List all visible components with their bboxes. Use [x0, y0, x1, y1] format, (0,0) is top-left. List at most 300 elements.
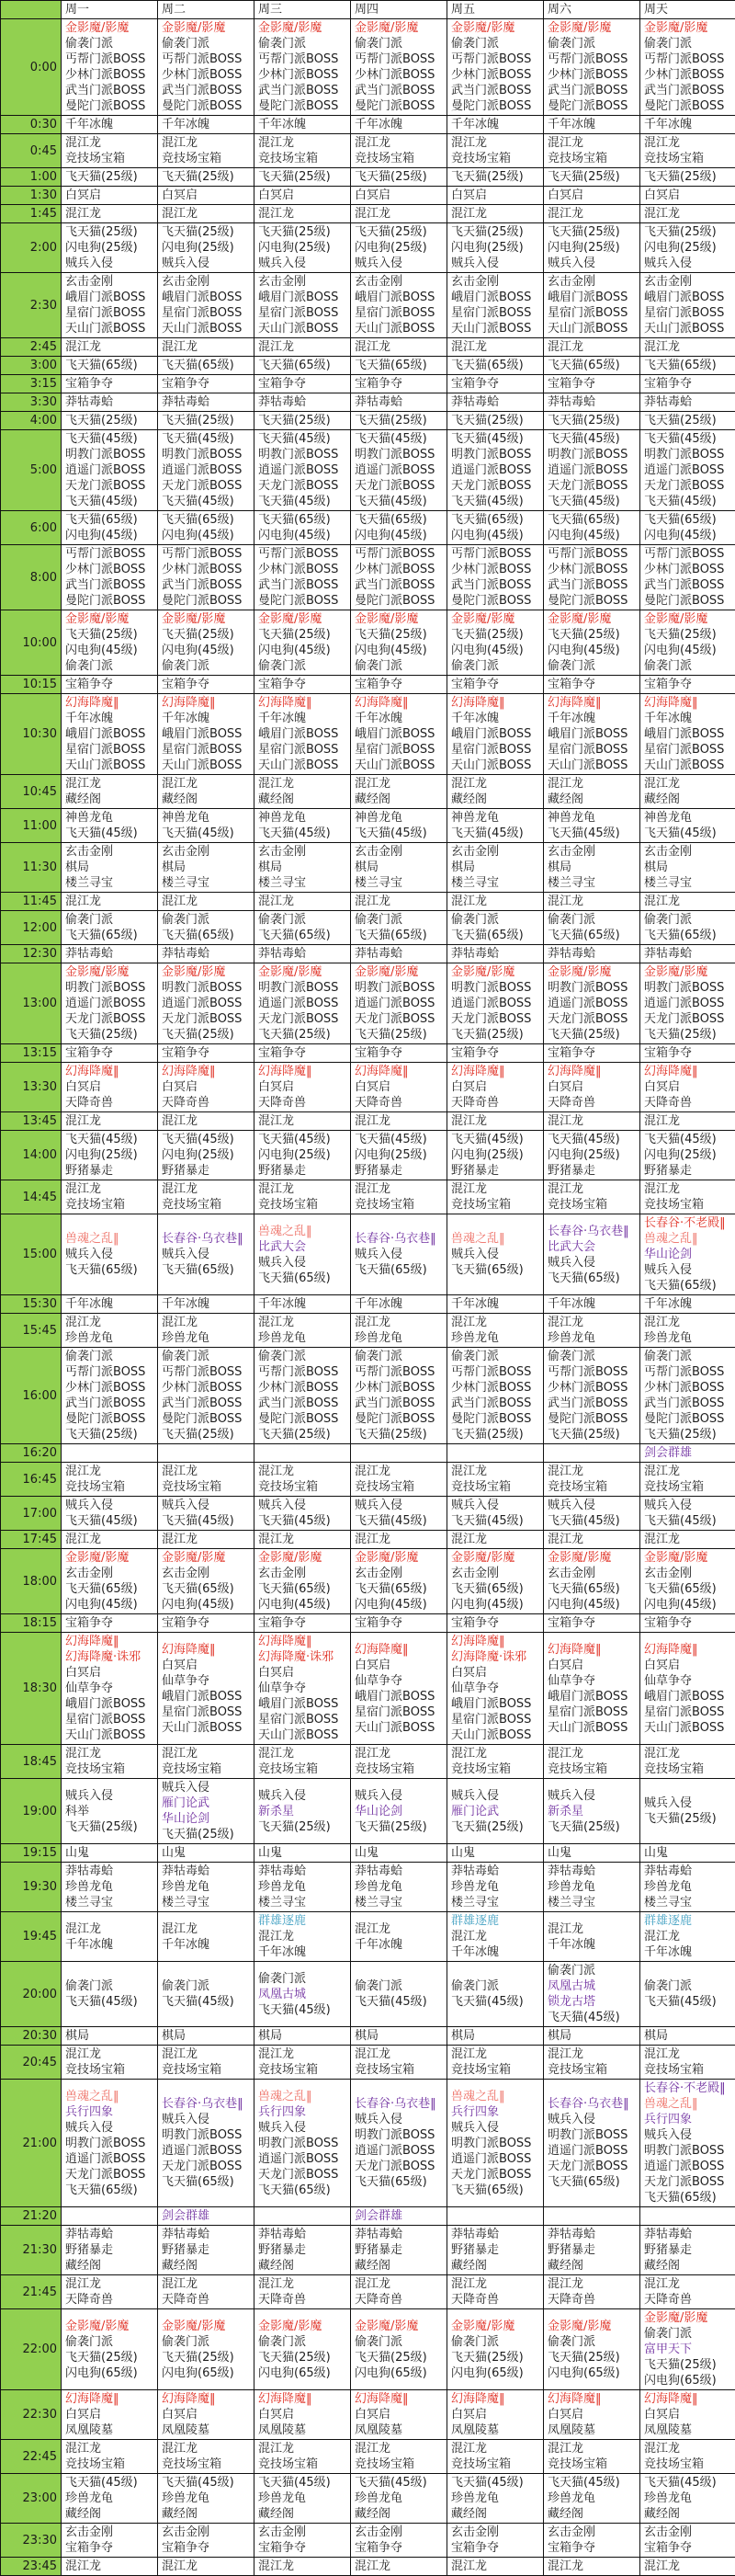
event-label: 金影魔/影魔: [63, 2319, 155, 2334]
event-label: 莽牯毒蛤: [256, 394, 348, 410]
event-label: 竞技场宝箱: [256, 2456, 348, 2472]
table-row: [1, 1112, 735, 1131]
event-label: 飞天猫(45级): [160, 1994, 252, 2010]
event-label: 闪电狗(45级): [353, 643, 445, 658]
schedule-cell: [158, 1063, 254, 1112]
table-row: [1, 775, 735, 809]
event-label: 宝箱争夺: [160, 1045, 252, 1061]
event-label: 曼陀门派BOSS: [256, 1411, 348, 1427]
time-label: 3:15: [1, 375, 62, 393]
event-label: 楼兰寻宝: [449, 875, 541, 891]
table-row: [1, 945, 735, 963]
event-label: 丐帮门派BOSS: [160, 1364, 252, 1380]
event-label: 闪电狗(25级): [449, 240, 541, 256]
event-label: 藏经阁: [546, 792, 638, 807]
schedule-cell: [254, 19, 351, 116]
event-label: 飞天猫(45级): [642, 1513, 733, 1529]
schedule-cell: [62, 511, 158, 545]
event-label: 偷袭门派: [160, 912, 252, 928]
event-label: 宝箱争夺: [449, 1045, 541, 1061]
table-row: [1, 843, 735, 893]
event-label: 少林门派BOSS: [449, 67, 541, 83]
event-label: 天龙门派BOSS: [449, 478, 541, 494]
event-label: 飞天猫(45级): [642, 1132, 733, 1147]
event-label: 武当门派BOSS: [256, 83, 348, 98]
table-row: [1, 223, 735, 273]
event-label: 幻海降魔‖: [160, 1642, 252, 1658]
event-label: 莽牯毒蛤: [642, 946, 733, 962]
event-label: 白冥启: [546, 2407, 638, 2422]
event-label: 混江龙: [256, 1113, 348, 1129]
event-label: 竞技场宝箱: [160, 1197, 252, 1213]
event-label: 飞天猫(65级): [256, 358, 348, 373]
schedule-cell: [254, 1745, 351, 1779]
event-label: 混江龙: [256, 1181, 348, 1197]
schedule-cell: [158, 2027, 254, 2046]
event-label: 闪电狗(45级): [160, 1597, 252, 1613]
table-row: [1, 375, 735, 393]
event-label: 金影魔/影魔: [353, 611, 445, 627]
event-label: 混江龙: [160, 206, 252, 222]
event-label: 丐帮门派BOSS: [160, 51, 252, 67]
event-label: 闪电狗(25级): [546, 240, 638, 256]
event-label: 藏经阁: [642, 2506, 733, 2522]
event-label: 幻海降魔‖: [546, 695, 638, 711]
event-label: 逍遥门派BOSS: [63, 2151, 155, 2167]
event-label: 贼兵入侵: [546, 256, 638, 271]
event-label: 飞天猫(65级): [63, 512, 155, 528]
event-label: 偷袭门派: [642, 912, 733, 928]
event-label: 仙草争夺: [160, 1673, 252, 1689]
time-label: 2:45: [1, 338, 62, 357]
event-label: 武当门派BOSS: [546, 577, 638, 593]
event-label: 闪电狗(65级): [449, 2365, 541, 2381]
event-label: 幻海降魔‖: [546, 2391, 638, 2407]
event-label: 宝箱争夺: [63, 376, 155, 392]
event-label: 天降奇兽: [160, 2292, 252, 2308]
event-label: 武当门派BOSS: [546, 1396, 638, 1411]
event-label: 武当门派BOSS: [353, 577, 445, 593]
event-label: 偷袭门派: [256, 1349, 348, 1364]
time-label: 12:00: [1, 911, 62, 945]
event-label: 飞天猫(45级): [63, 2475, 155, 2491]
event-label: 兵行四象: [63, 2104, 155, 2120]
event-label: 混江龙: [160, 2046, 252, 2062]
schedule-cell: [544, 1497, 640, 1531]
schedule-cell: [544, 2275, 640, 2309]
schedule-cell: [254, 945, 351, 963]
event-label: 野猪暴走: [449, 2242, 541, 2258]
schedule-cell: [62, 1463, 158, 1497]
event-label: 金影魔/影魔: [449, 611, 541, 627]
event-label: 飞天猫(45级): [449, 826, 541, 841]
table-row: [1, 1863, 735, 1912]
event-label: 飞天猫(25级): [642, 627, 733, 643]
event-label: 山鬼: [256, 1845, 348, 1861]
event-label: 玄击金刚: [160, 274, 252, 290]
event-label: 飞天猫(45级): [256, 494, 348, 509]
event-label: 混江龙: [642, 1746, 733, 1761]
table-row: [1, 2558, 735, 2576]
event-label: 星宿门派BOSS: [642, 1704, 733, 1720]
time-label: 19:15: [1, 1844, 62, 1863]
event-label: 峨眉门派BOSS: [546, 290, 638, 305]
schedule-cell: [544, 2027, 640, 2046]
schedule-cell: [254, 2474, 351, 2524]
event-label: 逍遥门派BOSS: [642, 462, 733, 478]
event-label: 飞天猫(25级): [256, 1027, 348, 1043]
event-label: 少林门派BOSS: [256, 67, 348, 83]
event-label: 贼兵入侵: [160, 1780, 252, 1795]
event-label: 飞天猫(25级): [546, 224, 638, 240]
schedule-cell: [640, 2474, 735, 2524]
event-label: 白冥启: [63, 1079, 155, 1095]
event-label: 棋局: [642, 2028, 733, 2044]
event-label: 宝箱争夺: [63, 1615, 155, 1631]
event-label: 混江龙: [160, 1532, 252, 1547]
event-label: 飞天猫(65级): [63, 2183, 155, 2198]
event-label: 峨眉门派BOSS: [256, 726, 348, 742]
event-label: 金影魔/影魔: [160, 2319, 252, 2334]
event-label: 明教门派BOSS: [449, 980, 541, 996]
schedule-cell: [351, 1633, 447, 1745]
event-label: 飞天猫(25级): [449, 1427, 541, 1442]
schedule-cell: [447, 1063, 544, 1112]
event-label: 闪电狗(65级): [642, 2373, 733, 2388]
event-label: 玄击金刚: [353, 274, 445, 290]
schedule-cell: [640, 511, 735, 545]
event-label: 飞天猫(65级): [353, 358, 445, 373]
event-label: 千年冰魄: [256, 117, 348, 132]
schedule-cell: [640, 963, 735, 1044]
event-label: 天降奇兽: [63, 1095, 155, 1111]
event-label: 贼兵入侵: [160, 256, 252, 271]
event-label: 玄击金刚: [63, 844, 155, 860]
schedule-cell: [640, 1549, 735, 1614]
event-label: 天龙门派BOSS: [449, 2167, 541, 2183]
event-label: 峨眉门派BOSS: [160, 290, 252, 305]
event-label: 飞天猫(65级): [546, 358, 638, 373]
schedule-cell: [351, 1497, 447, 1531]
schedule-cell: [351, 1962, 447, 2027]
event-label: 混江龙: [449, 1464, 541, 1479]
event-label: 楼兰寻宝: [353, 1895, 445, 1910]
schedule-cell: [351, 2309, 447, 2390]
schedule-cell: [62, 375, 158, 393]
table-row: [1, 2080, 735, 2207]
schedule-cell: [544, 430, 640, 511]
schedule-cell: [544, 1962, 640, 2027]
table-row: [1, 1633, 735, 1745]
event-label: 幻海降魔‖: [353, 1064, 445, 1079]
schedule-cell: [640, 357, 735, 375]
schedule-cell: [447, 187, 544, 205]
schedule-cell: [351, 134, 447, 168]
event-label: 长春谷·乌衣巷‖: [353, 2096, 445, 2112]
schedule-cell: [447, 1214, 544, 1295]
schedule-cell: [62, 1214, 158, 1295]
event-label: 明教门派BOSS: [63, 980, 155, 996]
day-header: 周三: [254, 1, 351, 19]
schedule-cell: [158, 893, 254, 911]
schedule-cell: [62, 1863, 158, 1912]
schedule-cell: [254, 1444, 351, 1463]
event-label: 白冥启: [546, 1658, 638, 1673]
event-label: 混江龙: [63, 2046, 155, 2062]
event-label: 仙草争夺: [546, 1673, 638, 1689]
schedule-cell: [254, 843, 351, 893]
event-label: 飞天猫(25级): [546, 2350, 638, 2365]
event-label: 珍兽龙龟: [642, 1879, 733, 1895]
event-label: 千年冰魄: [160, 117, 252, 132]
event-label: 宝箱争夺: [63, 1045, 155, 1061]
schedule-cell: [447, 1633, 544, 1745]
event-label: 莽牯毒蛤: [256, 1864, 348, 1879]
event-label: 飞天猫(25级): [160, 627, 252, 643]
event-label: 混江龙: [353, 339, 445, 355]
event-label: 丐帮门派BOSS: [63, 546, 155, 562]
schedule-cell: [158, 911, 254, 945]
schedule-cell: [640, 273, 735, 338]
event-label: 飞天猫(25级): [353, 169, 445, 185]
time-label: 11:45: [1, 893, 62, 911]
event-label: 锁龙古塔: [546, 1994, 638, 2010]
event-label: 曼陀门派BOSS: [63, 98, 155, 114]
schedule-cell: [447, 1295, 544, 1314]
event-label: 偷袭门派: [546, 658, 638, 674]
event-label: 飞天猫(25级): [546, 1427, 638, 1442]
event-label: 金影魔/影魔: [256, 611, 348, 627]
schedule-cell: [351, 2390, 447, 2440]
event-label: 幻海降魔‖: [63, 2391, 155, 2407]
event-label: 天龙门派BOSS: [63, 1011, 155, 1027]
event-label: 富甲天下: [642, 2342, 733, 2357]
event-label: 幻海降魔‖: [63, 1064, 155, 1079]
event-label: 飞天猫(65级): [546, 928, 638, 943]
event-label: 少林门派BOSS: [160, 562, 252, 577]
event-label: 飞天猫(65级): [546, 1581, 638, 1597]
event-label: 飞天猫(45级): [160, 1513, 252, 1529]
time-label: 11:00: [1, 809, 62, 843]
schedule-cell: [447, 945, 544, 963]
schedule-cell: [158, 134, 254, 168]
event-label: 藏经阁: [160, 2506, 252, 2522]
event-label: 飞天猫(25级): [546, 1819, 638, 1835]
event-label: 飞天猫(25级): [63, 1819, 155, 1835]
time-label: 10:30: [1, 694, 62, 775]
event-label: 贼兵入侵: [63, 1788, 155, 1804]
table-row: [1, 2309, 735, 2390]
schedule-cell: [544, 545, 640, 610]
event-label: 混江龙: [63, 339, 155, 355]
schedule-cell: [62, 1633, 158, 1745]
event-label: 偷袭门派: [256, 2334, 348, 2350]
event-label: 明教门派BOSS: [63, 447, 155, 462]
event-label: 逍遥门派BOSS: [546, 462, 638, 478]
event-label: 飞天猫(65级): [160, 512, 252, 528]
event-label: 闪电狗(65级): [63, 2365, 155, 2381]
event-label: 飞天猫(45级): [353, 2475, 445, 2491]
schedule-cell: [447, 2440, 544, 2474]
schedule-cell: [158, 1962, 254, 2027]
event-label: 剑会群雄: [642, 1445, 733, 1461]
event-label: 飞天猫(65级): [63, 358, 155, 373]
schedule-cell: [158, 775, 254, 809]
event-label: 贼兵入侵: [353, 2112, 445, 2127]
event-label: 竞技场宝箱: [353, 1479, 445, 1495]
schedule-cell: [158, 676, 254, 694]
event-label: 莽牯毒蛤: [642, 1864, 733, 1879]
event-label: 竞技场宝箱: [546, 1761, 638, 1777]
schedule-cell: [62, 223, 158, 273]
schedule-cell: [62, 205, 158, 223]
event-label: 金影魔/影魔: [353, 2319, 445, 2334]
schedule-cell: [447, 1614, 544, 1633]
event-label: 偷袭门派: [353, 658, 445, 674]
event-label: 武当门派BOSS: [160, 577, 252, 593]
event-label: 竞技场宝箱: [353, 2456, 445, 2472]
schedule-cell: [62, 1295, 158, 1314]
event-label: 宝箱争夺: [160, 2540, 252, 2556]
table-row: [1, 2027, 735, 2046]
schedule-cell: [254, 1314, 351, 1348]
schedule-cell: [254, 809, 351, 843]
event-label: 金影魔/影魔: [353, 1550, 445, 1566]
event-label: 偷袭门派: [642, 1349, 733, 1364]
event-label: 华山论剑: [353, 1804, 445, 1819]
event-label: 飞天猫(25级): [449, 169, 541, 185]
event-label: 混江龙: [546, 135, 638, 151]
event-label: 华山论剑: [642, 1247, 733, 1262]
schedule-cell: [254, 676, 351, 694]
schedule-cell: [447, 1463, 544, 1497]
event-label: 千年冰魄: [256, 711, 348, 726]
table-row: [1, 1314, 735, 1348]
schedule-cell: [447, 911, 544, 945]
event-label: 白冥启: [256, 188, 348, 203]
event-label: 飞天猫(65级): [546, 2174, 638, 2190]
event-label: 混江龙: [449, 1181, 541, 1197]
event-label: 棋局: [546, 860, 638, 875]
event-label: 混江龙: [546, 1532, 638, 1547]
schedule-cell: [158, 1180, 254, 1214]
event-label: 混江龙: [642, 1929, 733, 1944]
schedule-cell: [447, 273, 544, 338]
time-label: 15:30: [1, 1295, 62, 1314]
event-label: 天降奇兽: [160, 1095, 252, 1111]
event-label: 少林门派BOSS: [546, 562, 638, 577]
event-label: 丐帮门派BOSS: [642, 51, 733, 67]
schedule-cell: [254, 1131, 351, 1180]
event-label: 飞天猫(65级): [449, 2183, 541, 2198]
schedule-cell: [158, 1779, 254, 1844]
event-label: 峨眉门派BOSS: [63, 1696, 155, 1712]
event-label: 飞天猫(65级): [160, 2174, 252, 2190]
schedule-cell: [447, 2080, 544, 2207]
schedule-cell: [640, 1295, 735, 1314]
event-label: 飞天猫(25级): [642, 1427, 733, 1442]
event-label: 曼陀门派BOSS: [160, 1411, 252, 1427]
event-label: 天降奇兽: [256, 2292, 348, 2308]
event-label: 玄击金刚: [353, 844, 445, 860]
event-label: 仙草争夺: [353, 1673, 445, 1689]
event-label: 飞天猫(25级): [449, 1819, 541, 1835]
schedule-cell: [351, 676, 447, 694]
event-label: 千年冰魄: [353, 1937, 445, 1953]
event-label: 武当门派BOSS: [256, 1396, 348, 1411]
event-label: 莽牯毒蛤: [546, 394, 638, 410]
schedule-cell: [447, 1044, 544, 1063]
event-label: 飞天猫(45级): [353, 1132, 445, 1147]
event-label: 飞天猫(45级): [353, 431, 445, 447]
event-label: 野猪暴走: [63, 1163, 155, 1179]
schedule-cell: [351, 1112, 447, 1131]
schedule-cell: [640, 545, 735, 610]
time-label: 11:30: [1, 843, 62, 893]
event-label: 白冥启: [160, 2407, 252, 2422]
event-label: 玄击金刚: [63, 2525, 155, 2540]
event-label: 宝箱争夺: [160, 1615, 252, 1631]
schedule-cell: [158, 843, 254, 893]
table-row: [1, 412, 735, 430]
schedule-cell: [351, 2046, 447, 2080]
schedule-cell: [640, 2226, 735, 2275]
schedule-cell: [158, 116, 254, 134]
schedule-cell: [62, 338, 158, 357]
event-label: 天龙门派BOSS: [353, 1011, 445, 1027]
event-label: 珍兽龙龟: [546, 1330, 638, 1346]
event-label: 幻海降魔‖: [353, 695, 445, 711]
schedule-cell: [62, 273, 158, 338]
table-row: [1, 1180, 735, 1214]
event-label: 宝箱争夺: [353, 1045, 445, 1061]
schedule-cell: [544, 676, 640, 694]
event-label: 飞天猫(65级): [256, 1271, 348, 1286]
event-label: 玄击金刚: [449, 2525, 541, 2540]
schedule-cell: [62, 393, 158, 412]
schedule-cell: [351, 2027, 447, 2046]
event-label: 兽魂之乱‖: [642, 1231, 733, 1247]
event-label: 新杀星: [546, 1804, 638, 1819]
event-label: 曼陀门派BOSS: [353, 98, 445, 114]
event-label: 野猪暴走: [449, 1163, 541, 1179]
event-label: 珍兽龙龟: [160, 1330, 252, 1346]
event-label: 千年冰魄: [546, 1937, 638, 1953]
schedule-cell: [351, 1348, 447, 1444]
schedule-cell: [640, 775, 735, 809]
event-label: 星宿门派BOSS: [160, 742, 252, 758]
event-label: 白冥启: [256, 1665, 348, 1681]
event-label: 闪电狗(25级): [63, 240, 155, 256]
event-label: 飞天猫(65级): [160, 1262, 252, 1278]
schedule-cell: [351, 1214, 447, 1295]
event-label: 武当门派BOSS: [546, 83, 638, 98]
schedule-cell: [351, 2080, 447, 2207]
schedule-cell: [254, 393, 351, 412]
schedule-cell: [254, 545, 351, 610]
event-label: 混江龙: [449, 1315, 541, 1330]
schedule-cell: [158, 273, 254, 338]
event-label: 飞天猫(25级): [449, 1027, 541, 1043]
event-label: 贼兵入侵: [353, 1247, 445, 1262]
event-label: 千年冰魄: [642, 117, 733, 132]
event-label: 飞天猫(65级): [449, 928, 541, 943]
event-label: 武当门派BOSS: [642, 1396, 733, 1411]
event-label: 天山门派BOSS: [353, 1720, 445, 1736]
event-label: 飞天猫(25级): [160, 1827, 252, 1842]
event-label: 白冥启: [449, 1665, 541, 1681]
schedule-cell: [254, 2207, 351, 2226]
